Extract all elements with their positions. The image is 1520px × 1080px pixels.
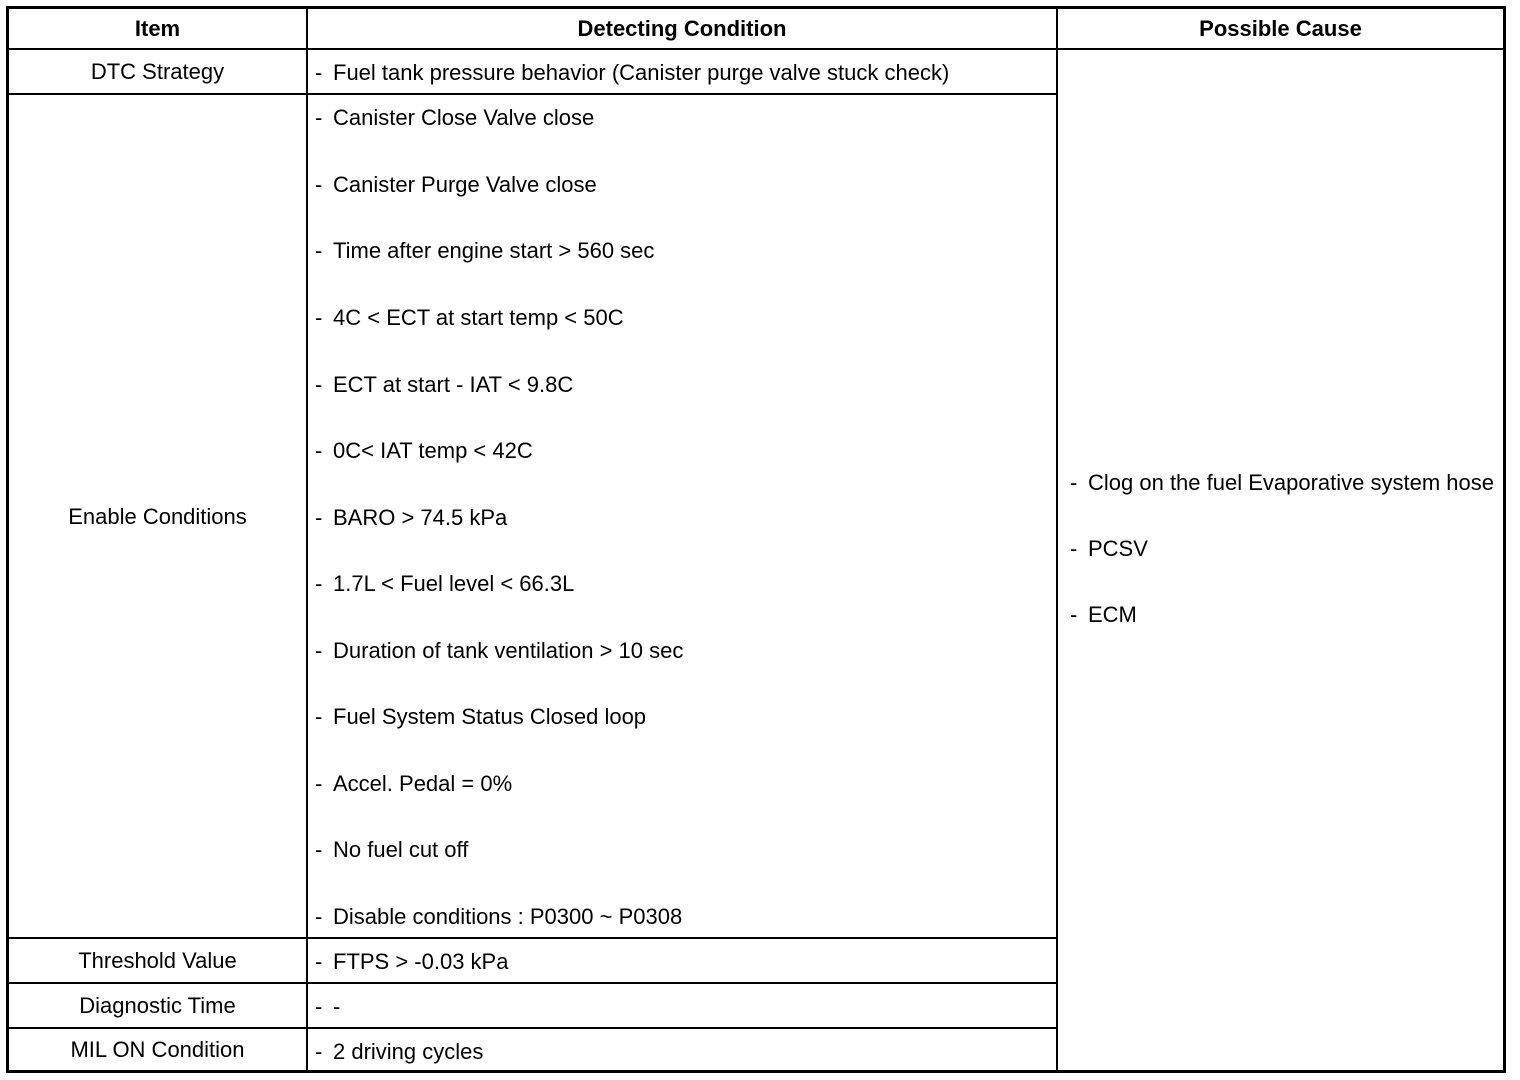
condition-text: Fuel System Status Closed loop [333, 704, 647, 729]
enable-condition [315, 172, 597, 198]
bullet-dash: - [315, 60, 323, 85]
condition-threshold-value [315, 949, 508, 975]
possible-cause-item [1064, 600, 1504, 630]
enable-condition [315, 105, 594, 131]
enable-condition [315, 771, 512, 797]
bullet-dash: - [315, 372, 323, 397]
possible-cause-text: PCSV [1088, 536, 1148, 561]
bullet-dash: - [315, 105, 323, 130]
enable-condition [315, 372, 573, 398]
diagnostic-table [6, 6, 1506, 1073]
condition-diagnostic-time [315, 994, 340, 1020]
enable-condition [315, 638, 683, 664]
bullet-dash: - [315, 1039, 323, 1064]
condition-text: 4C < ECT at start temp < 50C [333, 305, 624, 330]
bullet-dash: - [315, 505, 323, 530]
bullet-dash: - [315, 238, 323, 263]
item-enable-conditions: Enable Conditions [68, 503, 247, 529]
enable-condition [315, 305, 624, 331]
bullet-dash: - [315, 638, 323, 663]
header-detecting-condition: Detecting Condition [577, 16, 787, 41]
condition-text: 0C< IAT temp < 42C [333, 438, 533, 463]
possible-causes [1064, 468, 1504, 666]
bullet-dash: - [1070, 602, 1078, 627]
enable-condition [315, 704, 646, 730]
column-divider [306, 9, 308, 1070]
condition-text: Fuel tank pressure behavior (Canister purge valve stuck check) [333, 60, 950, 85]
possible-cause-item [1064, 534, 1504, 564]
bullet-dash: - [315, 994, 323, 1019]
possible-cause-text: ECM [1088, 602, 1137, 627]
bullet-dash: - [315, 837, 323, 862]
enable-condition [315, 571, 574, 597]
bullet-dash: - [315, 704, 323, 729]
condition-text: FTPS > -0.03 kPa [333, 949, 509, 974]
enable-condition [315, 238, 654, 264]
item-diagnostic-time: Diagnostic Time [79, 993, 236, 1018]
condition-text: - [333, 994, 341, 1019]
condition-text: Duration of tank ventilation > 10 sec [333, 638, 684, 663]
bullet-dash: - [315, 771, 323, 796]
header-possible-cause: Possible Cause [1199, 16, 1362, 41]
enable-condition [315, 438, 533, 464]
enable-condition [315, 505, 507, 531]
condition-text: No fuel cut off [333, 837, 469, 862]
bullet-dash: - [1070, 536, 1078, 561]
condition-text: Accel. Pedal = 0% [333, 771, 513, 796]
condition-text: Canister Close Valve close [333, 105, 595, 130]
condition-mil-on [315, 1039, 483, 1065]
bullet-dash: - [315, 305, 323, 330]
condition-text: ECT at start - IAT < 9.8C [333, 372, 574, 397]
column-divider [1056, 9, 1058, 1070]
condition-text: 1.7L < Fuel level < 66.3L [333, 571, 575, 596]
condition-text: Time after engine start > 560 sec [333, 238, 655, 263]
condition-dtc-strategy [315, 60, 949, 86]
item-threshold-value: Threshold Value [78, 948, 237, 973]
item-mil-on-condition: MIL ON Condition [70, 1036, 245, 1062]
bullet-dash: - [315, 904, 323, 929]
possible-cause-item [1064, 468, 1504, 498]
bullet-dash: - [1070, 470, 1078, 495]
bullet-dash: - [315, 438, 323, 463]
bullet-dash: - [315, 571, 323, 596]
bullet-dash: - [315, 949, 323, 974]
item-dtc-strategy: DTC Strategy [90, 59, 225, 84]
condition-text: BARO > 74.5 kPa [333, 505, 508, 530]
header-item: Item [134, 16, 181, 41]
enable-condition [315, 837, 468, 863]
condition-text: Disable conditions : P0300 ~ P0308 [333, 904, 683, 929]
enable-condition [315, 904, 682, 930]
condition-text: 2 driving cycles [333, 1039, 484, 1064]
possible-cause-text: Clog on the fuel Evaporative system hose [1088, 470, 1495, 495]
bullet-dash: - [315, 172, 323, 197]
condition-text: Canister Purge Valve close [333, 172, 597, 197]
